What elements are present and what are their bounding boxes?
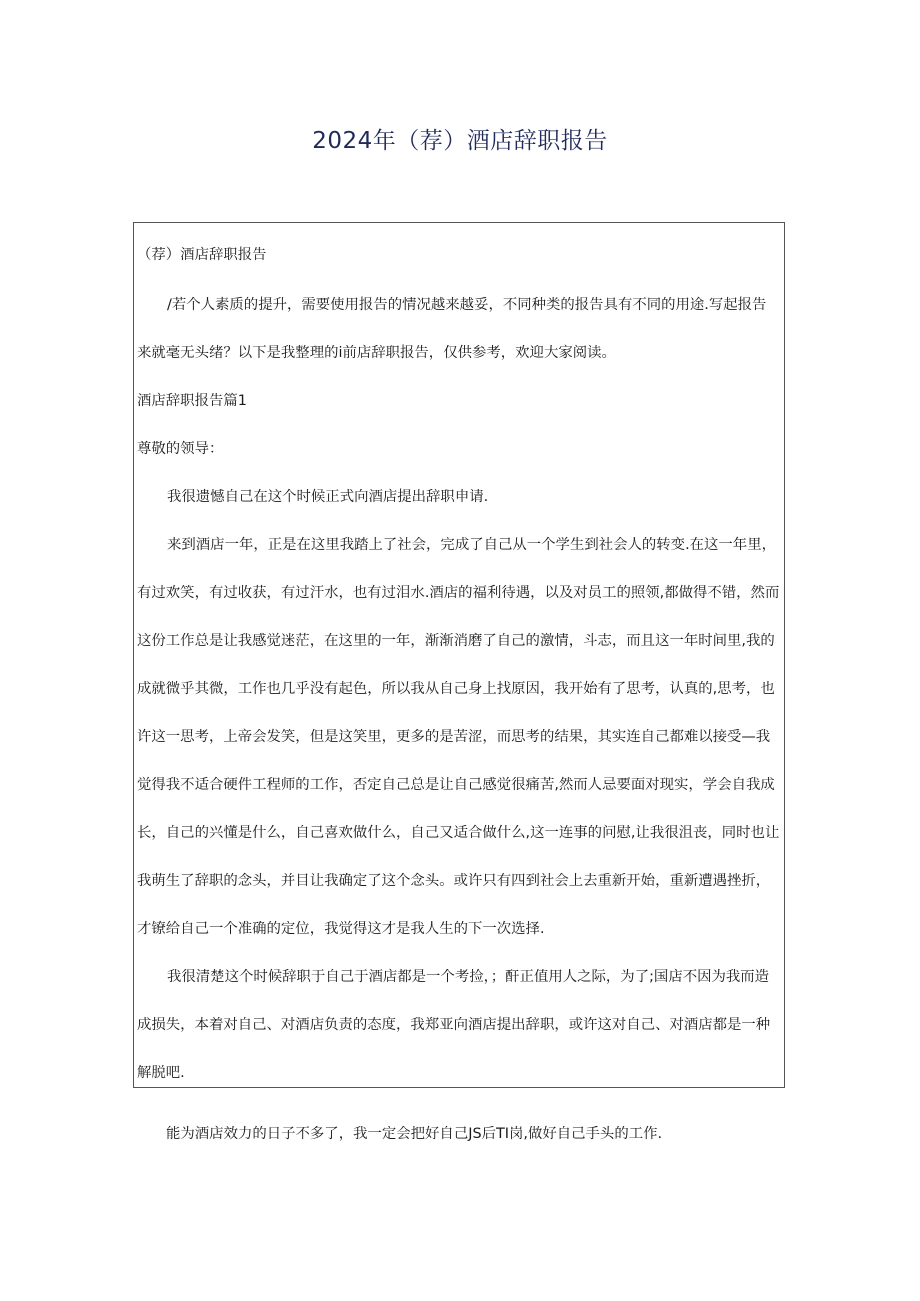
text-frame (133, 222, 785, 1088)
doc-line: 来到酒店一年，正是在这里我踏上了社会，完成了自己从一个学生到社会人的转变.在这一年里， (167, 537, 776, 553)
doc-line: /若个人素质的提升，需要使用报告的情况越来越妥，不同种类的报告具有不同的用途.写起报告 (167, 297, 767, 313)
doc-line-section-heading: 酒店辞职报告篇1 (137, 393, 247, 409)
doc-line: 这份工作总是让我感觉迷茫，在这里的一年，渐渐消磨了自己的激情，斗志，而且这一年时间里,我的 (137, 633, 775, 649)
doc-line-after-frame: 能为酒店效力的日子不多了，我一定会把好自己JS后TI岗,做好自己手头的工作. (166, 1126, 663, 1142)
doc-line: 成损失，本着对自己、对酒店负责的态度，我郑亚向酒店提出辞职，或许这对自己、对酒店都是一种 (137, 1017, 771, 1033)
doc-line: 有过欢笑，有过收获，有过汗水，也有过泪水.酒店的福利待遇，以及对员工的照领,都做得不错，然而 (137, 585, 780, 601)
doc-line: 长，自己的兴懂是什么，自己喜欢做什么，自己又适合做什么,这一连事的问慰,让我很沮丧，同时也让 (137, 825, 780, 841)
doc-line: 解脱吧. (137, 1065, 185, 1081)
doc-line: 我萌生了辞职的念头，并目让我确定了这个念头。或许只有四到社会上去重新开始，重新遭遇挫折， (137, 873, 771, 889)
doc-line-heading: （荐）酒店辞职报告 (137, 247, 267, 263)
doc-line: 许这一思考，上帝会发笑，但是这笑里，更多的是苦涩，而思考的结果，其实连自己都难以接受—我 (137, 729, 771, 745)
doc-line: 成就微乎其微，工作也几乎没有起色，所以我从自己身上找原因，我开始有了思考，认真的,思考，也 (137, 681, 775, 697)
doc-line: 才镣给自己一个准确的定位，我觉得这才是我人生的下一次选择. (137, 921, 545, 937)
doc-line: 我很清楚这个时候辞职于自己于酒店都是一个考捡，；酐正值用人之际，为了;国店不因为我而造 (167, 969, 770, 985)
doc-line: 我很遗憾自己在这个时候正式向酒店提出辞职申请. (167, 489, 489, 505)
doc-line: 来就毫无头绪？以下是我整理的i前店辞职报告，仅供参考，欢迎大家阅读。 (137, 345, 616, 361)
document-title: 2024年（荐）酒店辞职报告 (312, 128, 608, 154)
doc-line-salutation: 尊敬的领导： (137, 441, 224, 457)
doc-line: 觉得我不适合硬件工程师的工作，否定自己总是让自己感觉很痛苦,然而人忌要面对现实，学会自我成 (137, 777, 775, 793)
